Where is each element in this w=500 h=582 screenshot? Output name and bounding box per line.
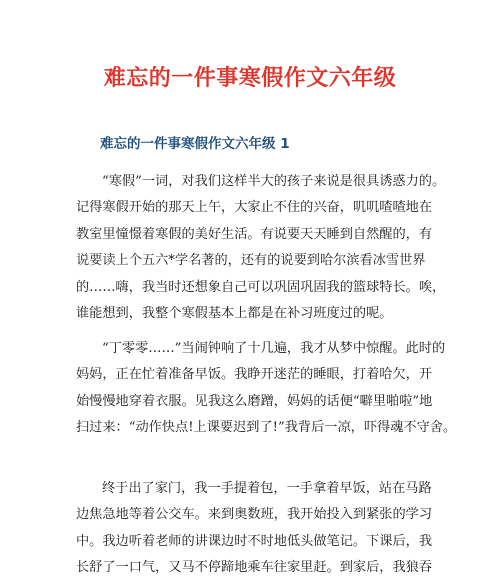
paragraph-line: 终于出了家门，我一手提着包，一手拿着早饭，站在马路 (102, 481, 432, 496)
paragraph-line: 谁能想到，我整个寒假基本上都是在补习班度过的呢。 (76, 306, 393, 322)
document-title: 难忘的一件事寒假作文六年级 (103, 66, 397, 91)
paragraph-line: 妈妈，正在忙着准备早饭。我睁开迷茫的睡眼，打着哈欠，开 (76, 367, 433, 383)
paragraph-3 (76, 476, 433, 582)
paragraph-line: 扫过来：“动作快点!上课要迟到了!”我背后一凉，吓得魂不守舍。 (76, 420, 457, 436)
paragraph-line: 长舒了一口气，又马不停蹄地乘车往家里赶。到家后，我狼吞 (76, 560, 433, 576)
paragraph-line: 边焦急地等着公交车。来到奥数班，我开始投入到紧张的学习 (76, 507, 433, 523)
paragraph-line: “寒假”一词，对我们这样半大的孩子来说是很具诱惑力的。 (102, 174, 446, 189)
paragraph-line: 说要读上个五六*学名著的，还有的说要到哈尔滨看冰雪世界 (76, 253, 426, 269)
paragraph-2 (76, 336, 457, 442)
paragraph-line: 的……嗨，我当时还想象自己可以巩固巩固我的篮球特长。唉， (76, 279, 446, 295)
paragraph-line: “丁零零……”当闹钟响了十几遍，我才从梦中惊醒。此时的 (102, 341, 446, 356)
paragraph-line: 始慢慢地穿着衣服。见我这么磨蹭，妈妈的话便“噼里啪啦”地 (76, 393, 433, 409)
paragraph-line: 中。我边听着老师的讲课边时不时地低头做笔记。下课后，我 (76, 533, 433, 549)
paragraph-line: 记得寒假开始的那天上午，大家止不住的兴奋，叽叽喳喳地在 (76, 200, 433, 216)
paragraph-1 (76, 169, 446, 327)
paragraph-line: 教室里憧憬着寒假的美好生活。有说要天天睡到自然醒的，有 (76, 226, 433, 242)
section-heading: 难忘的一件事寒假作文六年级 1 (100, 136, 290, 152)
